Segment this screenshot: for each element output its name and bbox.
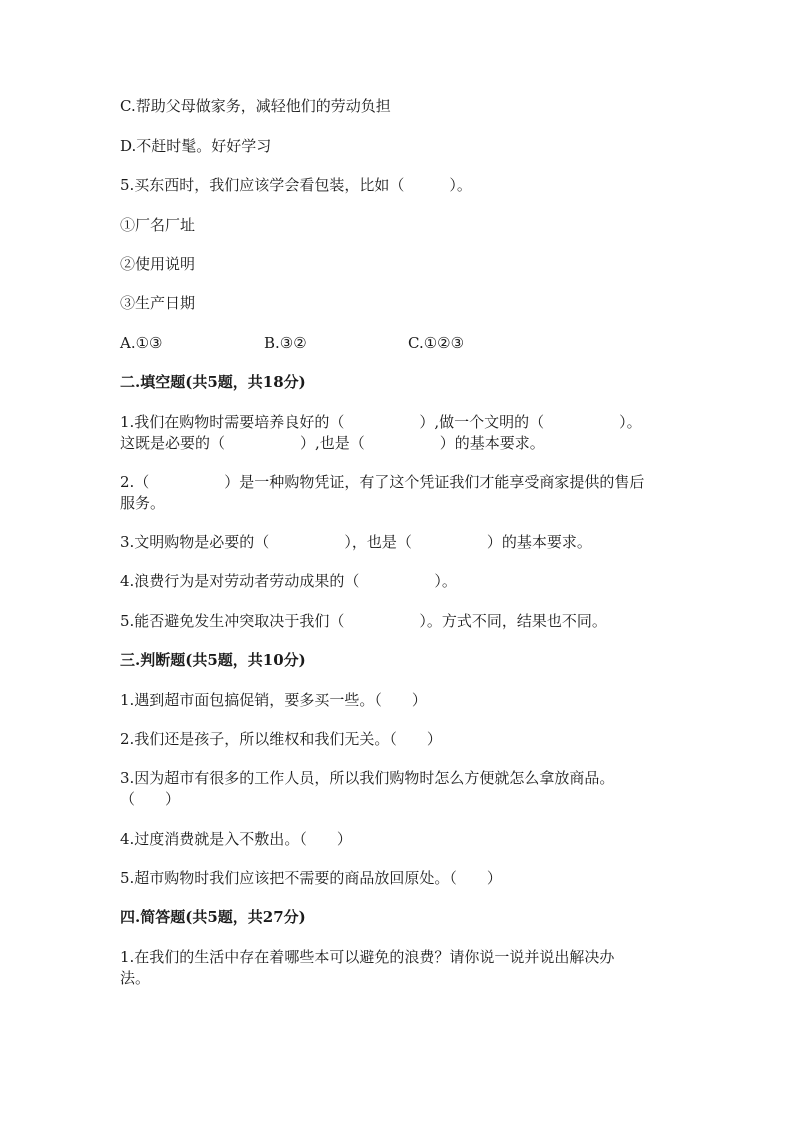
q5-choice-b: B.③② xyxy=(264,334,307,352)
section3-heading: 三.判断题(共5题，共10分) xyxy=(120,651,306,669)
q5-item-1: ①厂名厂址 xyxy=(120,216,196,234)
short-q1-line1: 1.在我们的生活中存在着哪些本可以避免的浪费？请你说一说并说出解决办 xyxy=(120,948,615,966)
fill-q2-line1: 2.（ ）是一种购物凭证，有了这个凭证我们才能享受商家提供的售后 xyxy=(120,473,645,491)
fill-q1-line1: 1.我们在购物时需要培养良好的（ ）,做一个文明的（ ）。 xyxy=(120,413,642,431)
q5-stem: 5.买东西时，我们应该学会看包装，比如（ ）。 xyxy=(120,176,472,194)
q4-option-c: C.帮助父母做家务，减轻他们的劳动负担 xyxy=(120,97,391,115)
section2-heading: 二.填空题(共5题，共18分) xyxy=(120,373,306,391)
q5-item-3: ③生产日期 xyxy=(120,294,196,312)
judge-q1: 1.遇到超市面包搞促销，要多买一些。（ ） xyxy=(120,691,427,709)
judge-q4: 4.过度消费就是入不敷出。（ ） xyxy=(120,830,352,848)
judge-q2: 2.我们还是孩子，所以维权和我们无关。（ ） xyxy=(120,730,442,748)
q4-option-d: D.不赶时髦。好好学习 xyxy=(120,137,272,155)
q5-choice-a: A.①③ xyxy=(120,334,163,352)
q5-choice-c: C.①②③ xyxy=(408,334,465,352)
fill-q3: 3.文明购物是必要的（ ），也是（ ）的基本要求。 xyxy=(120,533,592,551)
fill-q4: 4.浪费行为是对劳动者劳动成果的（ ）。 xyxy=(120,572,457,590)
judge-q5: 5.超市购物时我们应该把不需要的商品放回原处。（ ） xyxy=(120,869,502,887)
q5-item-2: ②使用说明 xyxy=(120,255,196,273)
judge-q3-line2: （ ） xyxy=(120,790,181,808)
fill-q5: 5.能否避免发生冲突取决于我们（ ）。方式不同，结果也不同。 xyxy=(120,612,607,630)
short-q1-line2: 法。 xyxy=(120,969,151,987)
judge-q3-line1: 3.因为超市有很多的工作人员，所以我们购物时怎么方便就怎么拿放商品。 xyxy=(120,769,615,787)
q5-choices xyxy=(120,333,675,355)
fill-q2-line2: 服务。 xyxy=(120,494,166,512)
fill-q1-line2: 这既是必要的（ ）,也是（ ）的基本要求。 xyxy=(120,434,545,452)
section4-heading: 四.简答题(共5题，共27分) xyxy=(120,908,306,926)
